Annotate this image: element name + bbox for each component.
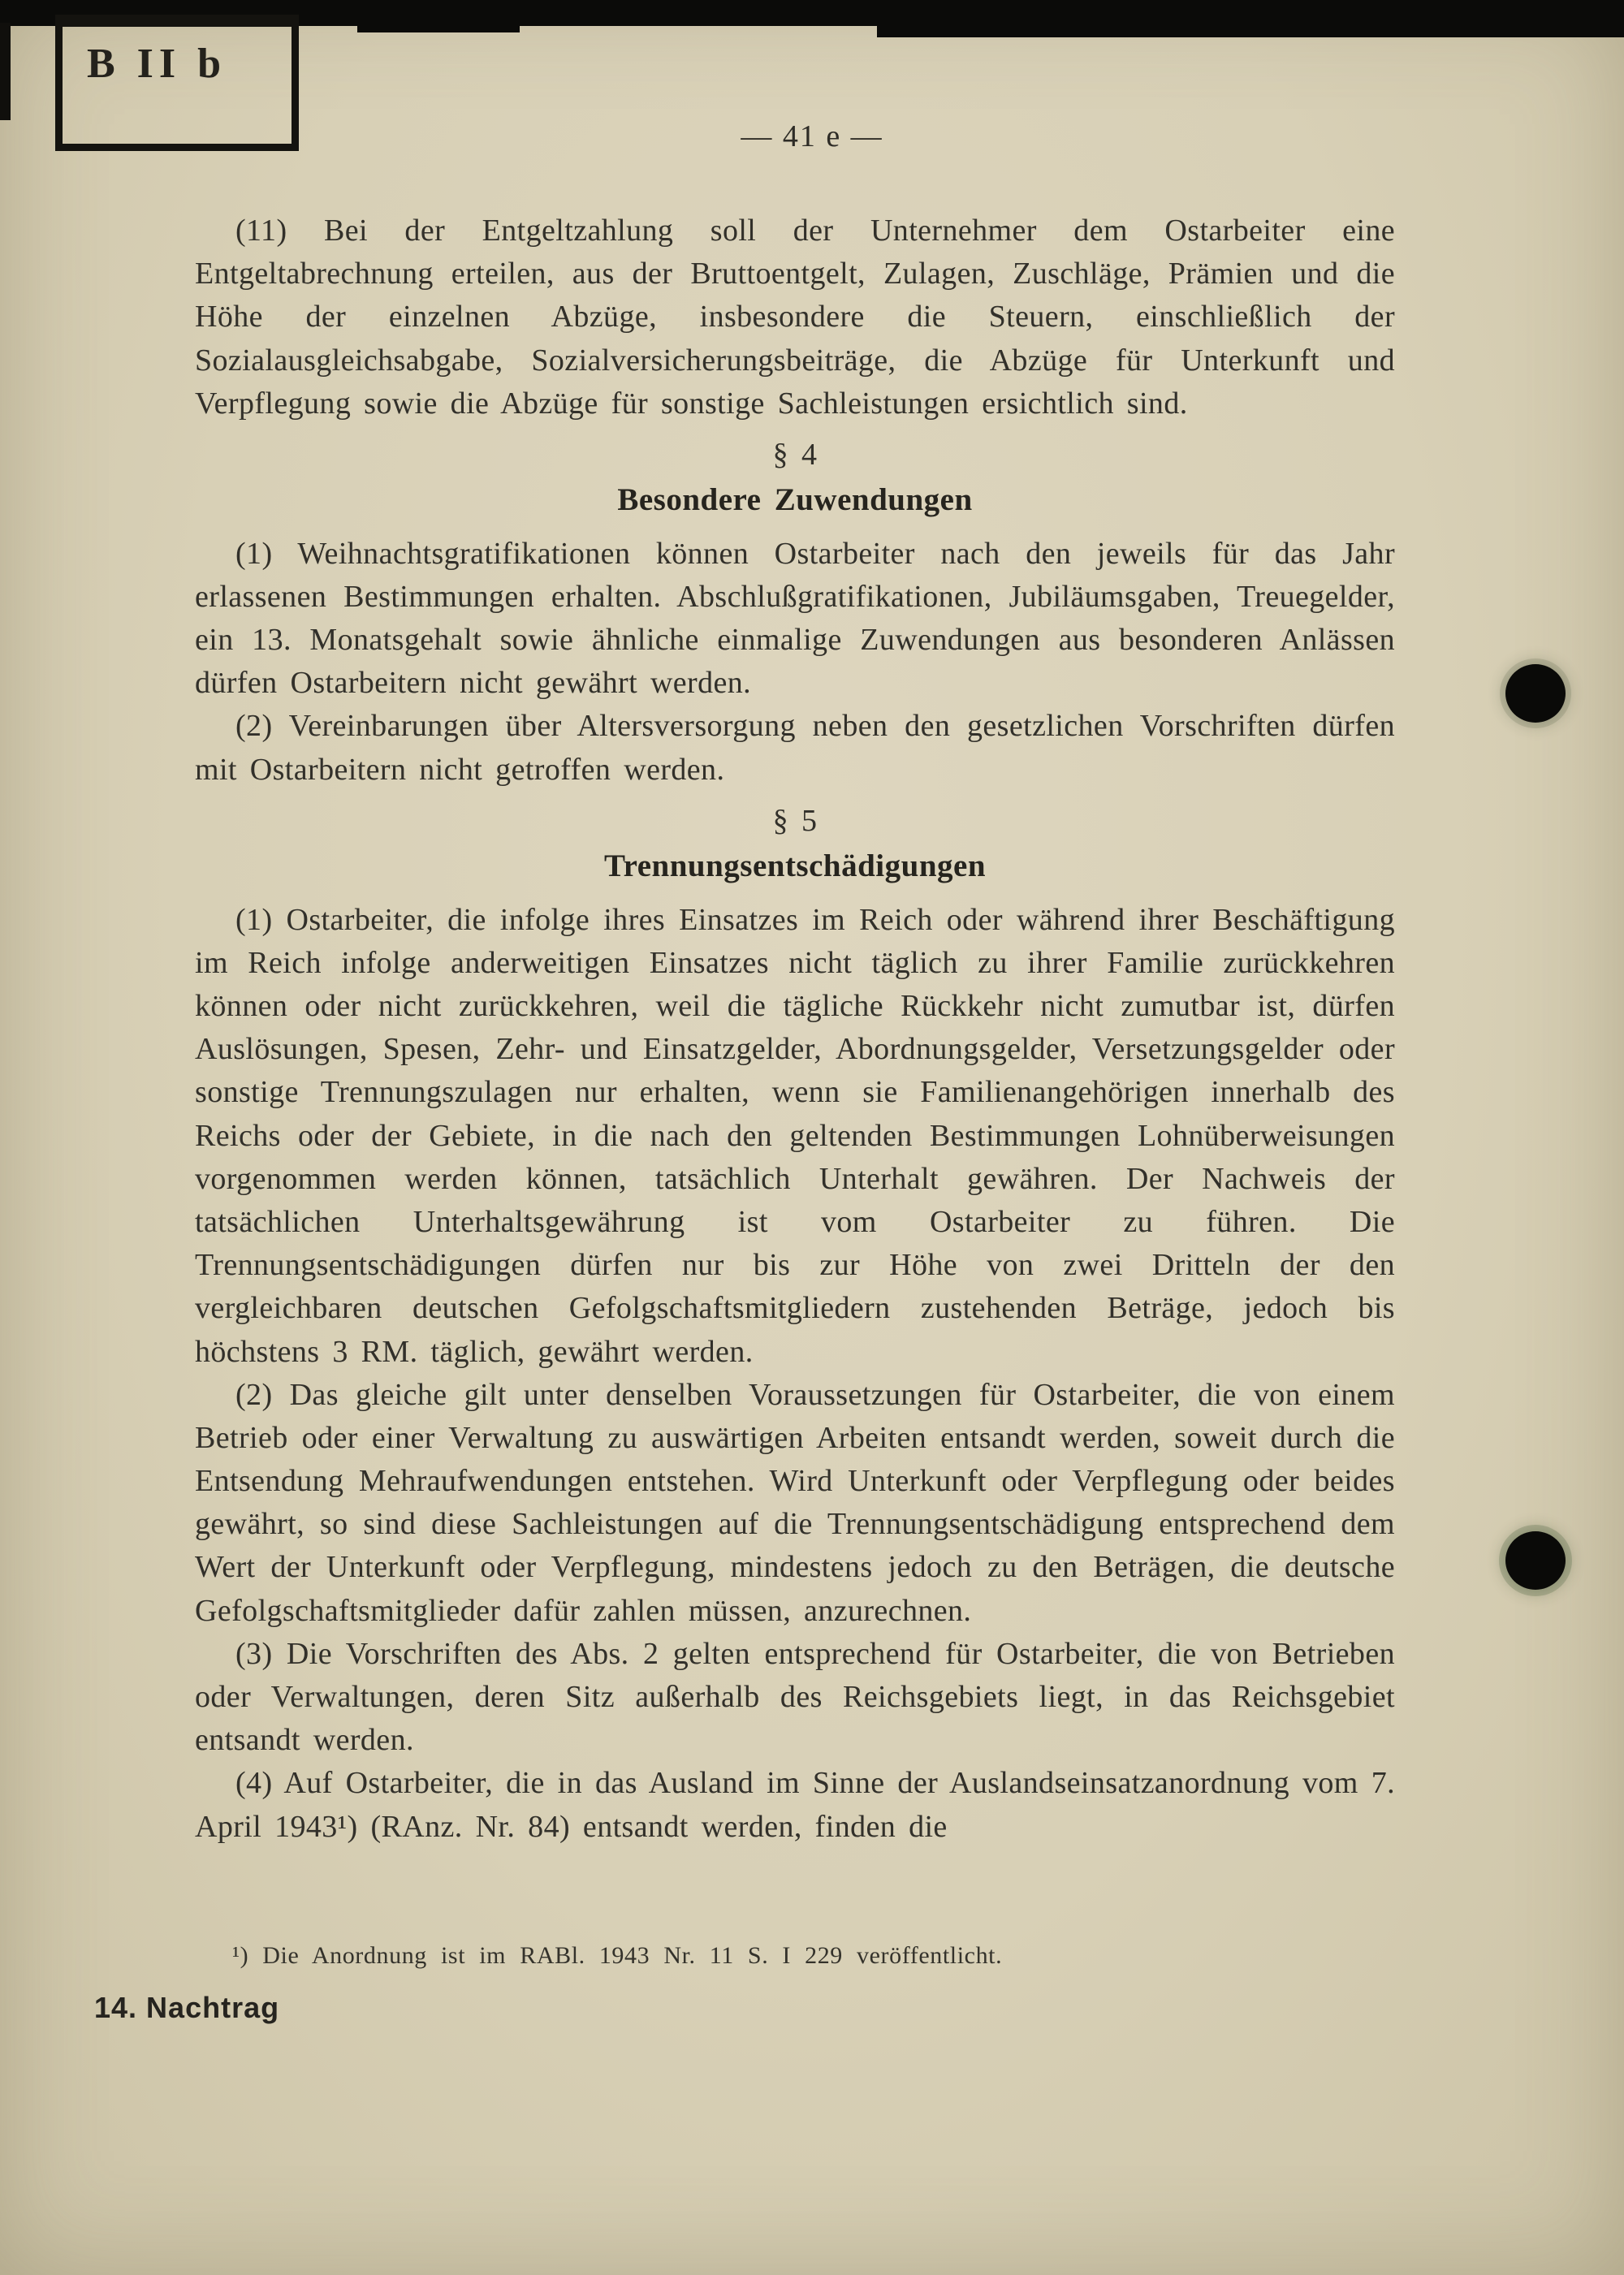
section-4-paragraph-2: (2) Vereinbarungen über Altersversorgung neben den gesetzlichen Vorschriften dürfen mit Ostarbeitern nicht getroffen werden. bbox=[195, 709, 1395, 787]
hole-punch-top-icon bbox=[1505, 664, 1566, 723]
section-5-paragraph-3: (3) Die Vorschriften des Abs. 2 gelten entsprechend für Ostarbeiter, die von Betrieben oder Verwaltungen, deren Sitz außerhalb des Reichsgebiets liegt, in das Reichsgebiet entsandt werden. bbox=[195, 1636, 1395, 1758]
section-4-title: Besondere Zuwendungen bbox=[617, 482, 973, 518]
paragraph-11: (11) Bei der Entgeltzahlung soll der Unternehmer dem Ostarbeiter eine Entgeltabrechnung erteilen, aus der Bruttoentgelt, Zulagen, Zuschläge, Prämien und die Höhe der einzelnen Abzüge, insbesondere die Steuern, einschließlich der Sozialausgleichsabgabe, Sozialversicherungsbeiträge, die Abzüge für Unterkunft und Verpflegung sowie die Abzüge für sonstige Sachleistungen ersichtlich sind. bbox=[195, 214, 1395, 421]
section-4-paragraph-1: (1) Weihnachtsgratifikationen können Ostarbeiter nach den jeweils für das Jahr erlassenen Bestimmungen erhalten. Abschlußgratifikationen, Jubiläumsgaben, Treuegelder, ein 13. Monatsgehalt sowie ähnliche einmalige Zuwendungen aus besonderen Anlässen dürfen Ostarbeitern nicht gewährt werden. bbox=[195, 536, 1395, 701]
section-5-number: § 5 bbox=[772, 803, 818, 838]
section-5-paragraph-1: (1) Ostarbeiter, die infolge ihres Einsatzes im Reich oder während ihrer Beschäftigung im Reich infolge anderweitigen Einsatzes nicht täglich zu ihrer Familie zurückkehren können oder nicht zurückkehren, weil die tägliche Rückkehr nicht zumutbar ist, dürfen Auslösungen, Spesen, Zehr- und Einsatzgelder, Abordnungsgelder, Versetzungsgelder oder sonstige Trennungszulagen nur erhalten, wenn sie Familienangehörigen innerhalb des Reichs oder der Gebiete, in die nach den geltenden Bestimmungen Lohnüberweisungen vorgenommen werden können, tatsächlich Unterhalt gewähren. Der Nachweis der tatsächlichen Unterhaltsgewährung ist vom Ostarbeiter zu führen. Die Trennungsentschädigungen dürfen nur bis zur Höhe von zwei Dritteln der den vergleichbaren deutschen Gefolgschaftsmitgliedern zustehenden Beträge, jedoch bis höchstens 3 RM. täglich, gewährt werden. bbox=[195, 902, 1395, 1369]
section-5-title: Trennungsentschädigungen bbox=[603, 848, 987, 884]
section-5-paragraph-4: (4) Auf Ostarbeiter, die in das Ausland im Sinne der Auslandseinsatzanordnung vom 7. April 1943¹) (RAnz. Nr. 84) entsandt werden, finden die bbox=[195, 1766, 1395, 1844]
supplement-label: 14. Nachtrag bbox=[94, 1991, 280, 2024]
scan-edge-left bbox=[0, 23, 11, 120]
hole-punch-bottom-icon bbox=[1505, 1531, 1566, 1590]
footnote: ¹) Die Anordnung ist im RABl. 1943 Nr. 11 S. I 229 veröffentlicht. bbox=[232, 1942, 1003, 1969]
section-4-number: § 4 bbox=[772, 437, 818, 472]
section-5-paragraph-2: (2) Das gleiche gilt unter denselben Voraussetzungen für Ostarbeiter, die von einem Betrieb oder einer Verwaltung zu auswärtigen Arbeiten entsandt werden, soweit durch die Entsendung Mehraufwendungen entstehen. Wird Unterkunft oder Verpflegung oder beides gewährt, so sind diese Sachleistungen auf die Trennungsentschädigung entsprechend dem Wert der Unterkunft oder Verpflegung, mindestens jedoch zu den Beträgen, die deutsche Gefolgschaftsmitglieder dafür zahlen müssen, anzurechnen. bbox=[195, 1377, 1395, 1628]
document-text bbox=[195, 209, 1395, 1849]
page-number: — 41 e — bbox=[741, 119, 883, 153]
classification-label: B II b bbox=[87, 41, 227, 87]
